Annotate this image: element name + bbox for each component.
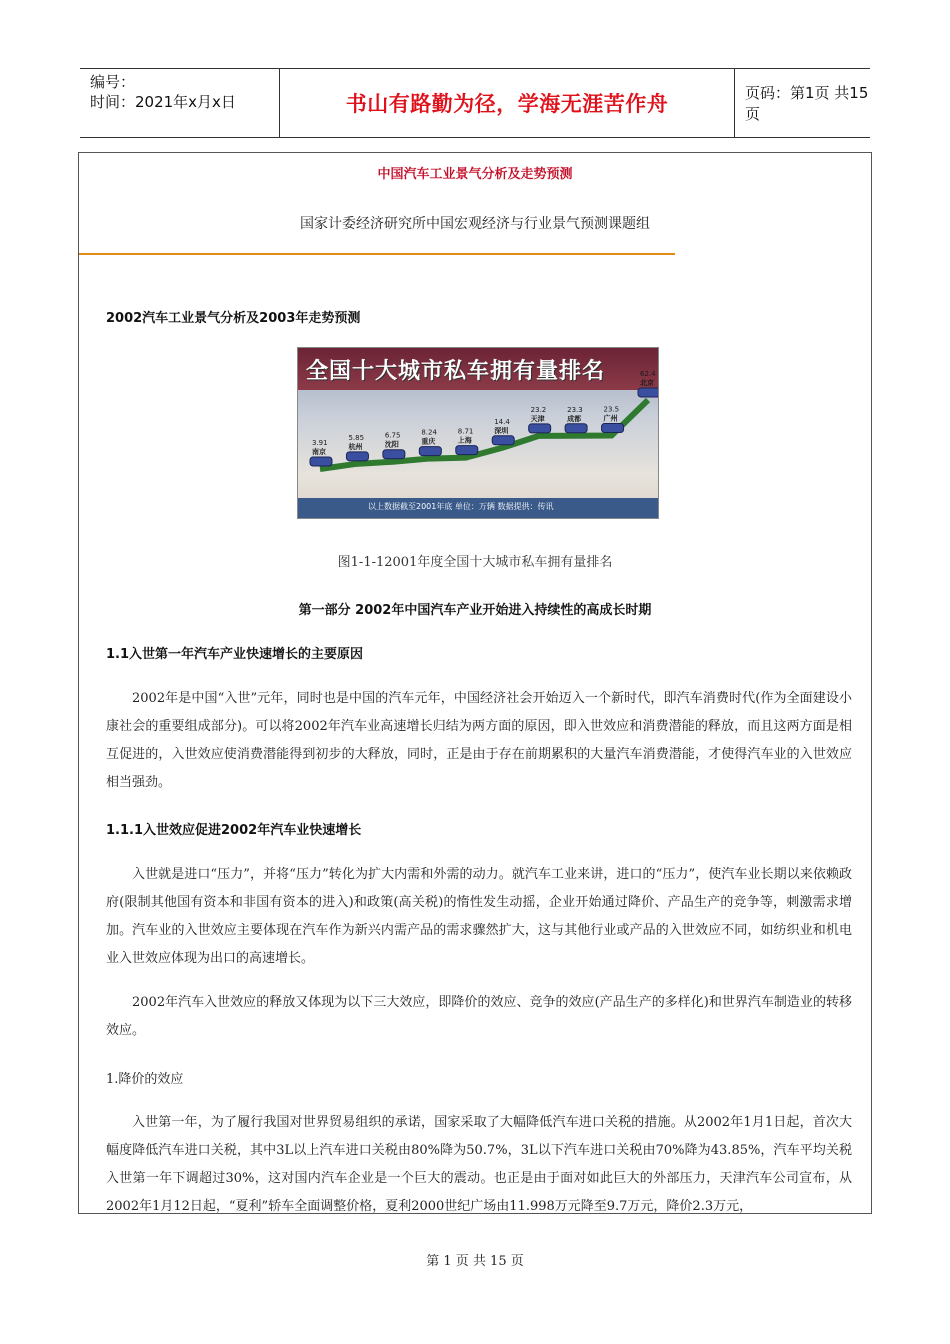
city-car-ranking-figure — [297, 347, 659, 519]
road-path — [320, 400, 648, 469]
document-header — [80, 68, 870, 138]
header-meta — [80, 69, 280, 137]
figure-caption: 图1-1-12001年度全国十大城市私车拥有量排名 — [337, 555, 613, 570]
time-label: 时间：2021年x月x日 — [90, 93, 236, 111]
header-page-cell — [735, 69, 870, 137]
figure-title: 全国十大城市私车拥有量排名 — [306, 359, 606, 384]
figure-footer — [298, 498, 658, 518]
city-value: 6.75 — [384, 431, 401, 440]
city-value: 62.4 — [640, 370, 656, 378]
city-name: 沈阳 — [384, 440, 399, 449]
figure-graphic — [298, 348, 658, 518]
car-mark — [456, 446, 478, 455]
doc-subtitle: 国家计委经济研究所中国宏观经济与行业景气预测课题组 — [300, 216, 650, 232]
city-name: 重庆 — [421, 437, 436, 446]
page-label: 页码：第1页 共15页 — [745, 84, 869, 123]
part-heading: 第一部分 2002年中国汽车产业开始进入持续性的高成长时期 — [298, 603, 652, 618]
city-name: 成都 — [567, 414, 582, 423]
heading-1-1: 1.1入世第一年汽车产业快速增长的主要原因 — [106, 647, 364, 662]
car-mark — [383, 450, 405, 459]
car-mark — [419, 447, 441, 456]
figure-note: 以上数据截至2001年底 单位：万辆 数据提供：传讯 — [368, 502, 554, 511]
number-label: 编号： — [90, 73, 136, 91]
city-value: 23.5 — [603, 405, 620, 414]
paragraph-4: 入世第一年，为了履行我国对世界贸易组织的承诺，国家采取了大幅降低汽车进口关税的措施。从2002年1月1日起，首次大幅度降低汽车进口关税，其中3L以上汽车进口关税由80%降为50.7%，3L以下汽车进口关税由70%降为43.85%，汽车平均关税入世第一年下调超过30%，这对国内汽车企业是一个巨大的震动。也正是由于面对如此巨大的外部压力，天津汽车公司宣布，从2002年1月12日起，“夏利”轿车全面调整价格，夏利2000世纪广场由11.998万元降至9.7万元，降价2.3万元， — [106, 1115, 852, 1214]
section-heading: 2002汽车工业景气分析及2003年走势预测 — [106, 311, 361, 326]
car-mark — [346, 452, 368, 461]
city-value: 23.3 — [567, 405, 583, 414]
city-value: 14.4 — [494, 417, 510, 426]
doc-title: 中国汽车工业景气分析及走势预测 — [377, 167, 573, 182]
header-motto-cell — [280, 69, 735, 137]
car-mark — [638, 388, 658, 397]
city-name: 北京 — [640, 379, 654, 387]
city-value: 23.2 — [530, 405, 547, 414]
car-mark — [310, 457, 332, 466]
city-value: 8.71 — [457, 427, 474, 436]
car-mark — [565, 424, 587, 433]
city-name: 深圳 — [494, 426, 509, 435]
motto: 书山有路勤为径，学海无涯苦作舟 — [345, 92, 669, 116]
item-heading-1: 1.降价的效应 — [106, 1072, 184, 1087]
orange-divider — [79, 253, 675, 255]
city-name: 杭州 — [348, 442, 363, 451]
page-footer: 第 1 页 共 15 页 — [426, 1254, 524, 1269]
heading-1-1-1: 1.1.1入世效应促进2002年汽车业快速增长 — [106, 823, 362, 838]
paragraph-2: 入世就是进口“压力”，并将“压力”转化为扩大内需和外需的动力。就汽车工业来讲，进口的“压力”，使汽车业长期以来依赖政府(限制其他国有资本和非国有资本的进入)和政策(高关税)的惰性发生动摇，企业开始通过降价、产品生产的竞争等，刺激需求增加。汽车业的入世效应主要体现在汽车作为新兴内需产品的需求骤然扩大，这与其他行业或产品的入世效应不同，如纺织业和机电业入世效应体现为出口的高速增长。 — [106, 867, 852, 966]
car-mark — [492, 436, 514, 445]
car-mark — [529, 424, 551, 433]
city-name: 南京 — [312, 447, 326, 456]
city-name: 天津 — [530, 414, 545, 423]
city-value: 8.24 — [421, 428, 437, 437]
content-box — [78, 152, 872, 1214]
city-name: 上海 — [457, 436, 472, 445]
city-name: 广州 — [603, 414, 618, 423]
paragraph-3: 2002年汽车入世效应的释放又体现为以下三大效应，即降价的效应、竞争的效应(产品生产的多样化)和世界汽车制造业的转移效应。 — [106, 995, 852, 1038]
city-value: 5.85 — [348, 433, 365, 442]
car-mark — [602, 424, 624, 433]
paragraph-1: 2002年是中国“入世”元年，同时也是中国的汽车元年，中国经济社会开始迈入一个新时代，即汽车消费时代(作为全面建设小康社会的重要组成部分)。可以将2002年汽车业高速增长归结为两方面的原因，即入世效应和消费潜能的释放，而且这两方面是相互促进的，入世效应使消费潜能得到初步的大释放，同时，正是由于存在前期累积的大量汽车消费潜能，才使得汽车业的入世效应相当强劲。 — [106, 691, 852, 790]
city-value: 3.91 — [312, 438, 328, 447]
